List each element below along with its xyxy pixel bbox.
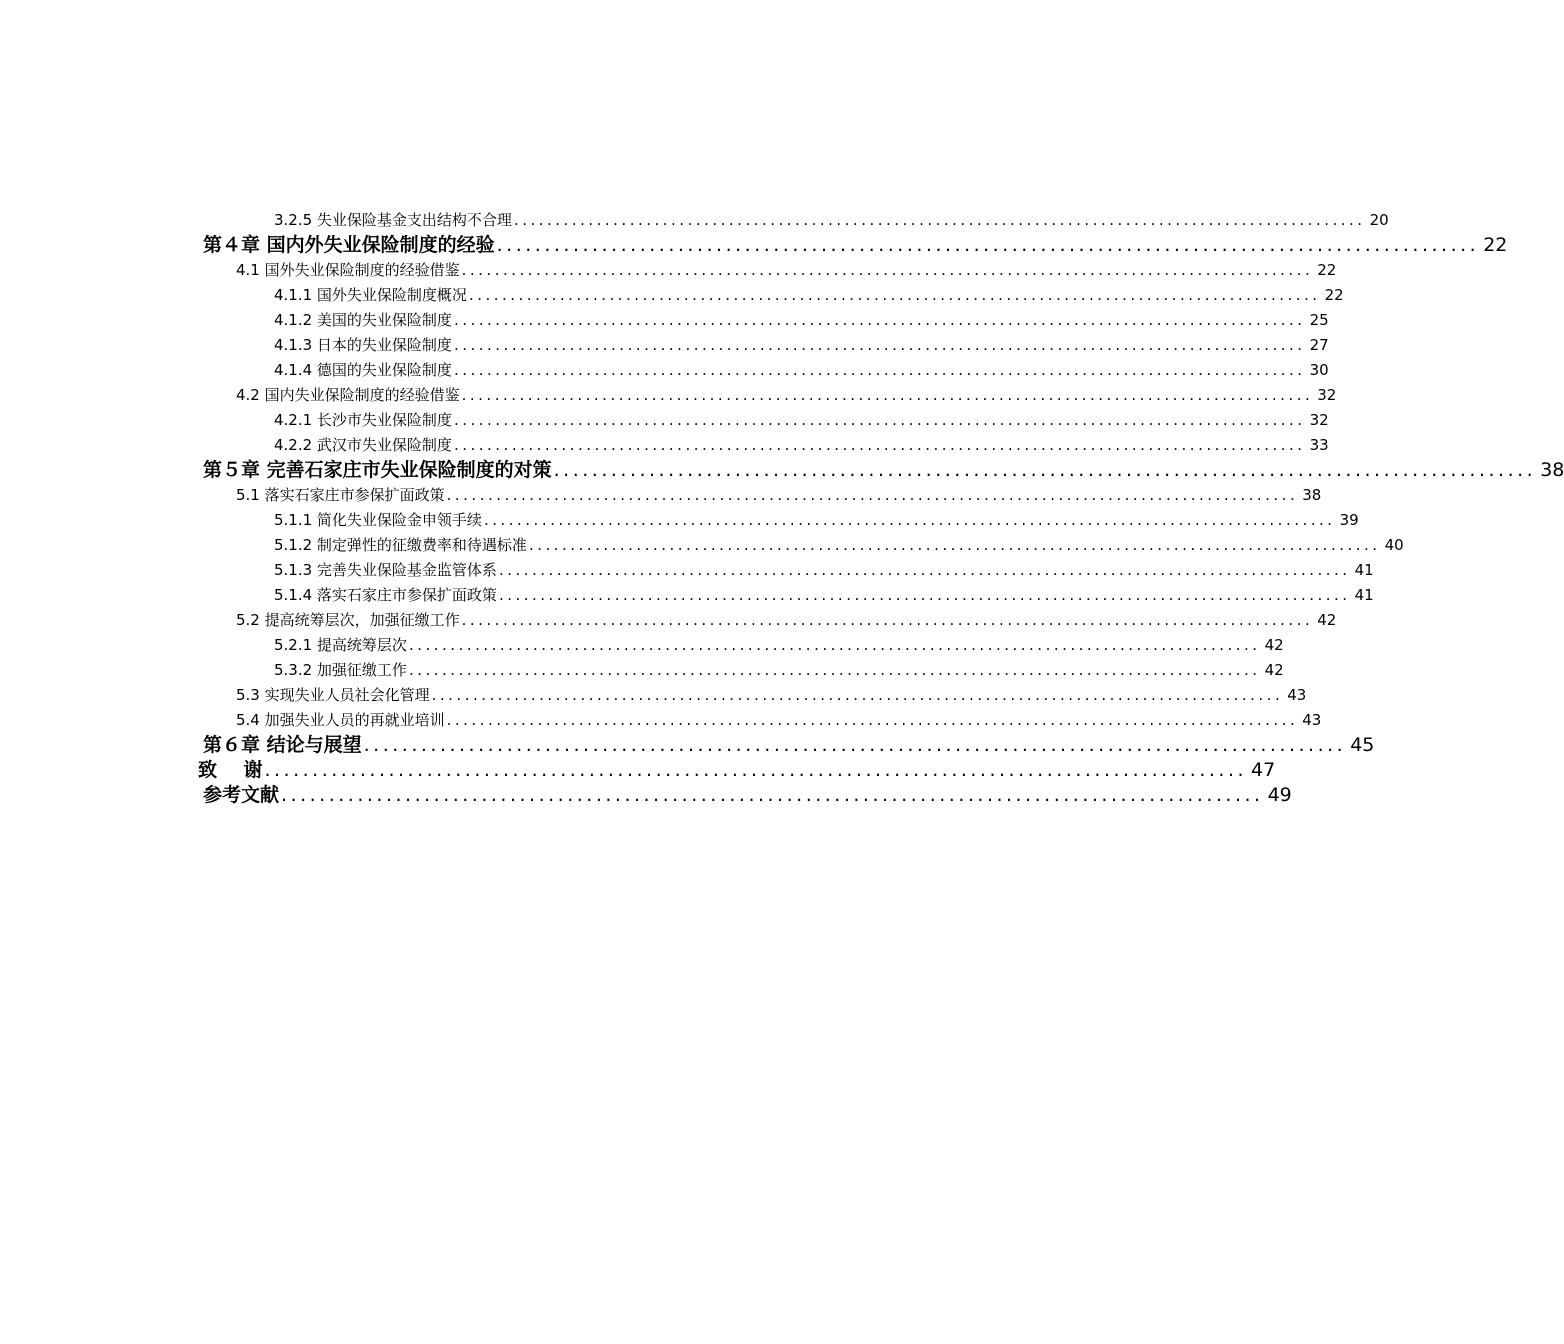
toc-entry[interactable]	[274, 409, 1329, 431]
toc-entry[interactable]	[236, 259, 1337, 281]
toc-entry[interactable]	[203, 783, 1292, 807]
toc-entry-title: 5.1 落实石家庄市参保扩面政策	[236, 486, 445, 504]
toc-entry-page: 40	[1384, 536, 1404, 554]
toc-entry-title: 4.1 国外失业保险制度的经验借鉴	[236, 261, 460, 279]
toc-entry-page: 41	[1354, 586, 1374, 604]
toc-dot-leader: .......................................................................................................	[408, 661, 1261, 679]
toc-entry-title: 5.4 加强失业人员的再就业培训	[236, 711, 445, 729]
toc-dot-leader: .......................................................................................................	[431, 686, 1284, 704]
toc-dot-leader: .......................................................................................................	[408, 636, 1261, 654]
toc-entry-title: 4.2 国内失业保险制度的经验借鉴	[236, 386, 460, 404]
toc-entry-title: 致 谢	[198, 759, 263, 781]
toc-entry-page: 27	[1309, 336, 1329, 354]
toc-entry-title: 第５章 完善石家庄市失业保险制度的对策	[203, 459, 552, 481]
toc-dot-leader: .......................................................................................................	[453, 436, 1306, 454]
toc-entry-page: 25	[1309, 311, 1329, 329]
toc-entry[interactable]	[274, 584, 1374, 606]
toc-entry-title: 4.2.1 长沙市失业保险制度	[274, 411, 452, 429]
toc-entry-title: 参考文献	[203, 784, 280, 806]
toc-entry-page: 38	[1302, 486, 1322, 504]
toc-entry[interactable]	[274, 434, 1329, 456]
toc-entry-page: 42	[1317, 611, 1337, 629]
toc-entry-page: 22	[1317, 261, 1337, 279]
toc-entry-page: 47	[1251, 759, 1276, 781]
toc-entry[interactable]	[236, 709, 1322, 731]
toc-entry-page: 22	[1483, 234, 1508, 256]
toc-dot-leader: .......................................................................................................	[468, 286, 1321, 304]
toc-dot-leader: .......................................................................................................	[553, 459, 1537, 481]
toc-entry-page: 43	[1302, 711, 1322, 729]
toc-entry-page: 30	[1309, 361, 1329, 379]
toc-entry[interactable]	[203, 233, 1508, 257]
toc-entry-page: 32	[1317, 386, 1337, 404]
toc-entry[interactable]	[274, 359, 1329, 381]
toc-entry-page: 32	[1309, 411, 1329, 429]
toc-entry-title: 5.1.2 制定弹性的征缴费率和待遇标准	[274, 536, 527, 554]
toc-entry-title: 4.1.2 美国的失业保险制度	[274, 311, 452, 329]
toc-entry[interactable]	[274, 534, 1404, 556]
toc-entry[interactable]	[236, 609, 1337, 631]
toc-entry-title: 4.1.4 德国的失业保险制度	[274, 361, 452, 379]
toc-entry-page: 22	[1324, 286, 1344, 304]
toc-entry[interactable]	[198, 758, 1276, 782]
toc-entry-title: 5.1.1 简化失业保险金申领手续	[274, 511, 482, 529]
toc-entry[interactable]	[274, 284, 1344, 306]
toc-dot-leader: .......................................................................................................	[453, 411, 1306, 429]
toc-dot-leader: .......................................................................................................	[264, 759, 1248, 781]
toc-entry-page: 45	[1350, 734, 1375, 756]
toc-entry[interactable]	[236, 684, 1307, 706]
toc-entry-title: 4.2.2 武汉市失业保险制度	[274, 436, 452, 454]
toc-entry-page: 38	[1540, 459, 1564, 481]
toc-entry[interactable]	[274, 209, 1389, 231]
toc-entry-title: 5.1.4 落实石家庄市参保扩面政策	[274, 586, 497, 604]
toc-entry[interactable]	[236, 484, 1322, 506]
toc-entry-title: 4.1.1 国外失业保险制度概况	[274, 286, 467, 304]
toc-entry-title: 第６章 结论与展望	[203, 734, 362, 756]
toc-entry-title: 3.2.5 失业保险基金支出结构不合理	[274, 211, 512, 229]
toc-dot-leader: .......................................................................................................	[461, 611, 1314, 629]
toc-entry-title: 第４章 国内外失业保险制度的经验	[203, 234, 495, 256]
toc-dot-leader: .......................................................................................................	[513, 211, 1366, 229]
toc-entry-page: 42	[1264, 636, 1284, 654]
toc-entry[interactable]	[274, 334, 1329, 356]
toc-dot-leader: .......................................................................................................	[453, 361, 1306, 379]
toc-entry-page: 20	[1369, 211, 1389, 229]
toc-dot-leader: .......................................................................................................	[496, 234, 1480, 256]
toc-dot-leader: .......................................................................................................	[498, 586, 1351, 604]
toc-entry[interactable]	[203, 733, 1375, 757]
toc-dot-leader: .......................................................................................................	[453, 311, 1306, 329]
toc-entry-title: 5.3 实现失业人员社会化管理	[236, 686, 430, 704]
toc-dot-leader: .......................................................................................................	[483, 511, 1336, 529]
toc-dot-leader: .......................................................................................................	[528, 536, 1381, 554]
toc-entry-page: 49	[1267, 784, 1292, 806]
toc-entry-page: 42	[1264, 661, 1284, 679]
toc-entry[interactable]	[274, 659, 1284, 681]
toc-entry-title: 5.2 提高统筹层次，加强征缴工作	[236, 611, 460, 629]
toc-dot-leader: .......................................................................................................	[461, 261, 1314, 279]
toc-entry-page: 43	[1287, 686, 1307, 704]
toc-dot-leader: .......................................................................................................	[363, 734, 1347, 756]
toc-entry[interactable]	[203, 458, 1564, 482]
toc-dot-leader: .......................................................................................................	[446, 486, 1299, 504]
toc-entry[interactable]	[236, 384, 1337, 406]
toc-entry[interactable]	[274, 634, 1284, 656]
toc-entry-page: 39	[1339, 511, 1359, 529]
toc-entry-title: 4.1.3 日本的失业保险制度	[274, 336, 452, 354]
toc-entry-page: 33	[1309, 436, 1329, 454]
toc-entry[interactable]	[274, 309, 1329, 331]
toc-entry-title: 5.2.1 提高统筹层次	[274, 636, 407, 654]
toc-entry-title: 5.3.2 加强征缴工作	[274, 661, 407, 679]
toc-entry[interactable]	[274, 559, 1374, 581]
toc-entry-title: 5.1.3 完善失业保险基金监管体系	[274, 561, 497, 579]
toc-dot-leader: .......................................................................................................	[446, 711, 1299, 729]
toc-entry-page: 41	[1354, 561, 1374, 579]
toc-dot-leader: .......................................................................................................	[281, 784, 1264, 806]
toc-dot-leader: .......................................................................................................	[461, 386, 1314, 404]
toc-entry[interactable]	[274, 509, 1359, 531]
toc-dot-leader: .......................................................................................................	[453, 336, 1306, 354]
toc-dot-leader: .......................................................................................................	[498, 561, 1351, 579]
